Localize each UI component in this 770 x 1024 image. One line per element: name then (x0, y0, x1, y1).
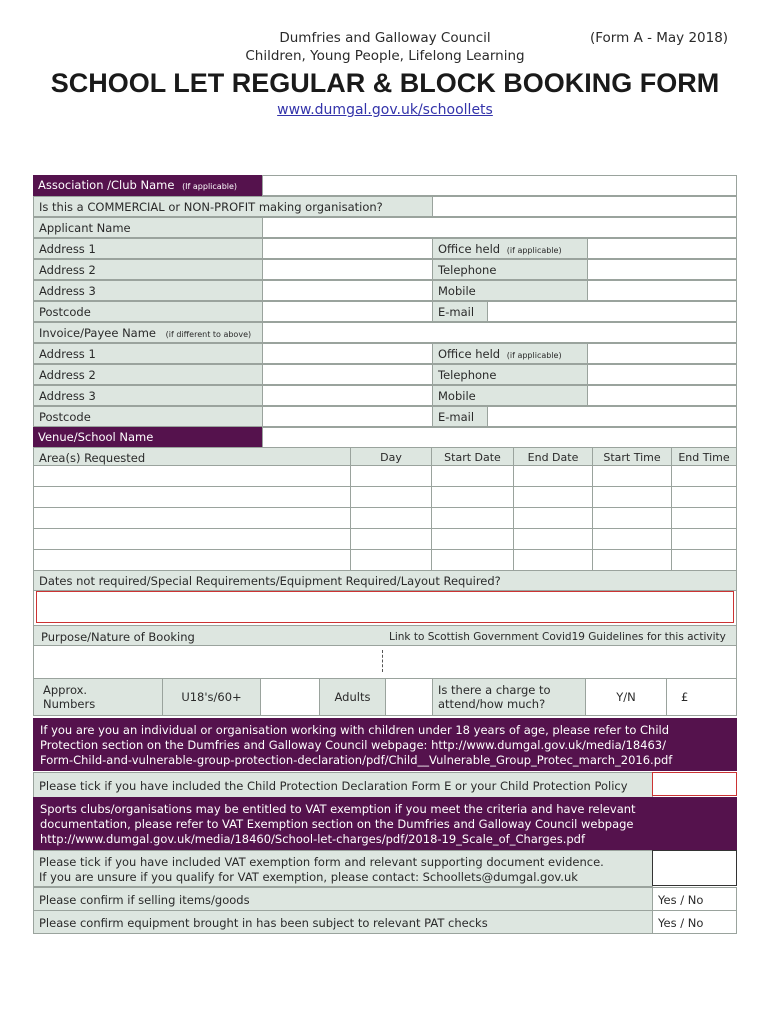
address2-label: Address 2 (33, 259, 263, 280)
department-name: Children, Young People, Lifelong Learning (245, 48, 525, 64)
vat-tick-line2: If you are unsure if you qualify for VAT exemption, please contact: Schoollets@dumgal.gov.uk (39, 870, 578, 884)
start-time-cell[interactable] (592, 528, 672, 550)
invoice-address3-label: Address 3 (33, 385, 263, 406)
day-cell[interactable] (350, 465, 432, 487)
adults-label: Adults (319, 678, 386, 716)
end-date-header: End Date (513, 447, 593, 466)
vat-line2: documentation, please refer to VAT Exemption section on the Dumfries and Galloway Council webpage (40, 817, 634, 831)
payee-label (33, 322, 263, 343)
end-time-cell[interactable] (671, 486, 737, 508)
end-date-cell[interactable] (513, 507, 593, 529)
start-date-cell[interactable] (431, 507, 514, 529)
venue-name-label: Venue/School Name (33, 427, 262, 448)
approx-numbers-label (33, 678, 163, 716)
invoice-office-held-text: Office held (438, 347, 501, 361)
day-header: Day (350, 447, 432, 466)
pat-checks-label: Please confirm equipment brought in has been subject to relevant PAT checks (33, 910, 653, 934)
club-name-field[interactable] (262, 175, 737, 196)
approx-line2: Numbers (43, 697, 96, 711)
charge-yn-field[interactable]: Y/N (585, 678, 667, 716)
office-held-field[interactable] (587, 238, 737, 259)
start-date-cell[interactable] (431, 528, 514, 550)
day-cell[interactable] (350, 486, 432, 508)
address1-label: Address 1 (33, 238, 263, 259)
invoice-telephone-label: Telephone (432, 364, 588, 385)
applicant-name-field[interactable] (262, 217, 737, 238)
child-protection-tick-label: Please tick if you have included the Child Protection Declaration Form E or your Child Protection Policy (33, 772, 653, 798)
invoice-address3-field[interactable] (262, 385, 433, 406)
end-time-cell[interactable] (671, 507, 737, 529)
payee-text: Invoice/Payee Name (39, 326, 156, 340)
invoice-telephone-field[interactable] (587, 364, 737, 385)
council-name: Dumfries and Galloway Council (279, 30, 491, 46)
start-time-cell[interactable] (592, 507, 672, 529)
office-held-label (432, 238, 588, 259)
requirements-label: Dates not required/Special Requirements/Equipment Required/Layout Required? (33, 570, 737, 591)
start-time-header: Start Time (592, 447, 672, 466)
end-date-cell[interactable] (513, 528, 593, 550)
invoice-mobile-field[interactable] (587, 385, 737, 406)
telephone-field[interactable] (587, 259, 737, 280)
charge-line1: Is there a charge to (438, 683, 551, 697)
child-protection-line1: If you are you an individual or organisation working with children under 18 years of age, please refer to Child (40, 723, 670, 737)
invoice-address2-field[interactable] (262, 364, 433, 385)
charge-line2: attend/how much? (438, 697, 546, 711)
invoice-office-held-note: (if applicable) (506, 351, 562, 360)
purpose-field[interactable] (33, 645, 737, 679)
invoice-address1-field[interactable] (262, 343, 433, 364)
child-protection-line3[interactable]: Form-Child-and-vulnerable-group-protection-declaration/pdf/Child__Vulnerable_Group_Protec_march_2016.pdf (40, 753, 673, 767)
charge-amount-field[interactable]: £ (666, 678, 737, 716)
area-cell[interactable] (33, 549, 351, 571)
invoice-address2-label: Address 2 (33, 364, 263, 385)
commercial-field[interactable] (432, 196, 737, 217)
area-cell[interactable] (33, 486, 351, 508)
vat-line1: Sports clubs/organisations may be entitled to VAT exemption if you meet the criteria and have relevant (40, 802, 636, 816)
club-name-note: (If applicable) (182, 182, 238, 191)
covid-guidelines-link[interactable]: Link to Scottish Government Covid19 Guidelines for this activity (389, 631, 726, 643)
vat-notice (33, 797, 737, 850)
start-time-cell[interactable] (592, 549, 672, 571)
end-date-cell[interactable] (513, 465, 593, 487)
child-protection-line2[interactable]: Protection section on the Dumfries and Galloway Council webpage: http://www.dumgal.gov.uk/media/18463/ (40, 738, 667, 752)
area-cell[interactable] (33, 507, 351, 529)
mobile-field[interactable] (587, 280, 737, 301)
invoice-email-field[interactable] (487, 406, 737, 427)
end-date-cell[interactable] (513, 486, 593, 508)
vat-tick-label (33, 850, 653, 887)
end-time-cell[interactable] (671, 528, 737, 550)
purpose-divider (382, 650, 383, 672)
club-name-label (33, 175, 262, 196)
address2-field[interactable] (262, 259, 433, 280)
payee-note: (if different to above) (165, 330, 252, 339)
venue-name-field[interactable] (262, 427, 737, 448)
area-cell[interactable] (33, 528, 351, 550)
address3-field[interactable] (262, 280, 433, 301)
selling-items-label: Please confirm if selling items/goods (33, 887, 653, 911)
applicant-name-label: Applicant Name (33, 217, 263, 238)
payee-field[interactable] (262, 322, 737, 343)
day-cell[interactable] (350, 507, 432, 529)
start-time-cell[interactable] (592, 486, 672, 508)
pat-checks-yes-no[interactable]: Yes / No (652, 910, 737, 934)
address3-label: Address 3 (33, 280, 263, 301)
purpose-label: Purpose/Nature of Booking (41, 630, 195, 644)
postcode-label: Postcode (33, 301, 263, 322)
invoice-office-held-field[interactable] (587, 343, 737, 364)
start-time-cell[interactable] (592, 465, 672, 487)
postcode-field[interactable] (262, 301, 433, 322)
commercial-question: Is this a COMMERCIAL or NON-PROFIT making organisation? (33, 196, 433, 217)
start-date-header: Start Date (431, 447, 514, 466)
requirements-field[interactable] (36, 591, 734, 623)
vat-tick-line1: Please tick if you have included VAT exemption form and relevant supporting document evidence. (39, 855, 604, 869)
end-time-cell[interactable] (671, 465, 737, 487)
email-label: E-mail (432, 301, 488, 322)
email-field[interactable] (487, 301, 737, 322)
mobile-label: Mobile (432, 280, 588, 301)
invoice-postcode-label: Postcode (33, 406, 263, 427)
vat-line3[interactable]: http://www.dumgal.gov.uk/media/18460/School-let-charges/pdf/2018-19_Scale_of_Charges.pdf (40, 832, 586, 846)
form-title: SCHOOL LET REGULAR & BLOCK BOOKING FORM (50, 68, 720, 98)
invoice-mobile-label: Mobile (432, 385, 588, 406)
vat-checkbox[interactable] (652, 850, 737, 886)
start-date-cell[interactable] (431, 486, 514, 508)
invoice-address1-label: Address 1 (33, 343, 263, 364)
u18-label: U18's/60+ (162, 678, 261, 716)
approx-line1: Approx. (43, 683, 88, 697)
areas-requested-header: Area(s) Requested (33, 447, 351, 466)
u18-field[interactable] (260, 678, 320, 716)
child-protection-checkbox[interactable] (652, 772, 737, 796)
adults-field[interactable] (385, 678, 433, 716)
day-cell[interactable] (350, 528, 432, 550)
invoice-postcode-field[interactable] (262, 406, 433, 427)
end-time-cell[interactable] (671, 549, 737, 571)
club-name-text: Association /Club Name (38, 178, 175, 192)
start-date-cell[interactable] (431, 549, 514, 571)
charge-label (432, 678, 586, 716)
office-held-text: Office held (438, 242, 501, 256)
end-date-cell[interactable] (513, 549, 593, 571)
address1-field[interactable] (262, 238, 433, 259)
school-lets-link[interactable]: www.dumgal.gov.uk/schoollets (277, 102, 493, 118)
day-cell[interactable] (350, 549, 432, 571)
form-reference: (Form A - May 2018) (590, 30, 729, 46)
start-date-cell[interactable] (431, 465, 514, 487)
selling-items-yes-no[interactable]: Yes / No (652, 887, 737, 911)
end-time-header: End Time (671, 447, 737, 466)
invoice-email-label: E-mail (432, 406, 488, 427)
invoice-office-held-label (432, 343, 588, 364)
child-protection-notice (33, 718, 737, 771)
area-cell[interactable] (33, 465, 351, 487)
telephone-label: Telephone (432, 259, 588, 280)
office-held-note: (if applicable) (506, 246, 562, 255)
